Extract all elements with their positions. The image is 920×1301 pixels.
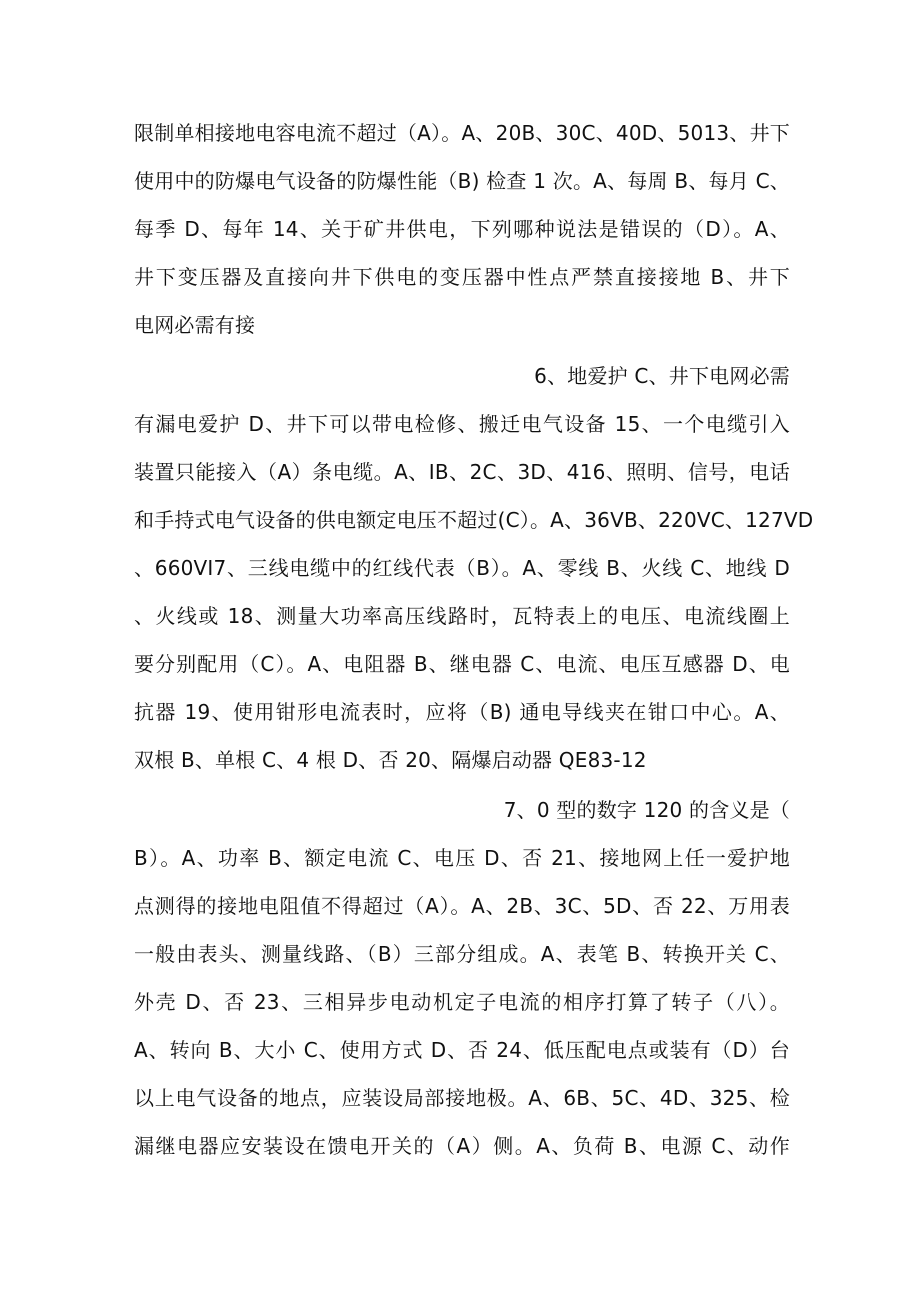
text-line: 以上电气设备的地点，应装设局部接地极。A、6B、5C、4D、325、检	[134, 1086, 790, 1110]
text-line: 6、地爱护 C、井下电网必需	[534, 364, 790, 388]
text-line: 7、0 型的数字 120 的含义是（	[503, 798, 790, 822]
text-line: 一般由表头、测量线路、（B）三部分组成。A、表笔 B、转换开关 C、	[134, 942, 790, 966]
text-line: 双根 B、单根 C、4 根 D、否 20、隔爆启动器 QE83-12	[134, 748, 647, 772]
paragraph-1	[134, 109, 790, 349]
text-line: 、660VI7、三线电缆中的红线代表（B）。A、零线 B、火线 C、地线 D	[134, 556, 790, 580]
text-line: 使用中的防爆电气设备的防爆性能（B) 检查 1 次。A、每周 B、每月 C、	[134, 169, 790, 193]
text-line: B）。A、功率 B、额定电流 C、电压 D、否 21、接地网上任一爱护地	[134, 846, 790, 870]
text-line: 要分别配用（C）。A、电阻器 B、继电器 C、电流、电压互感器 D、电	[134, 652, 790, 676]
paragraph-3	[134, 786, 790, 1170]
text-line: 装置只能接入（A）条电缆。A、IB、2C、3D、416、照明、信号，电话	[134, 460, 790, 484]
text-line: 井下变压器及直接向井下供电的变压器中性点严禁直接接地 B、井下	[134, 265, 790, 289]
text-line: 点测得的接地电阻值不得超过（A）。A、2B、3C、5D、否 22、万用表	[134, 894, 790, 918]
text-line: 漏继电器应安装设在馈电开关的（A）侧。A、负荷 B、电源 C、动作	[134, 1134, 790, 1158]
text-line: 电网必需有接	[134, 313, 256, 337]
paragraph-2	[134, 352, 814, 784]
text-line: 限制单相接地电容电流不超过（A）。A、20B、30C、40D、5013、井下	[134, 121, 790, 145]
text-line: 抗器 19、使用钳形电流表时，应将（B) 通电导线夹在钳口中心。A、	[134, 700, 790, 724]
text-line: 外壳 D、否 23、三相异步电动机定子电流的相序打算了转子（八）。	[134, 990, 790, 1014]
text-line: 有漏电爱护 D、井下可以带电检修、搬迁电气设备 15、一个电缆引入	[134, 412, 790, 436]
text-line: 、火线或 18、测量大功率高压线路时，瓦特表上的电压、电流线圈上	[134, 604, 790, 628]
text-line: A、转向 B、大小 C、使用方式 D、否 24、低压配电点或装有（D）台	[134, 1038, 790, 1062]
text-line: 和手持式电气设备的供电额定电压不超过(C）。A、36VB、220VC、127VD	[134, 508, 814, 532]
text-line: 每季 D、每年 14、关于矿井供电，下列哪种说法是错误的（D）。A、	[134, 217, 790, 241]
